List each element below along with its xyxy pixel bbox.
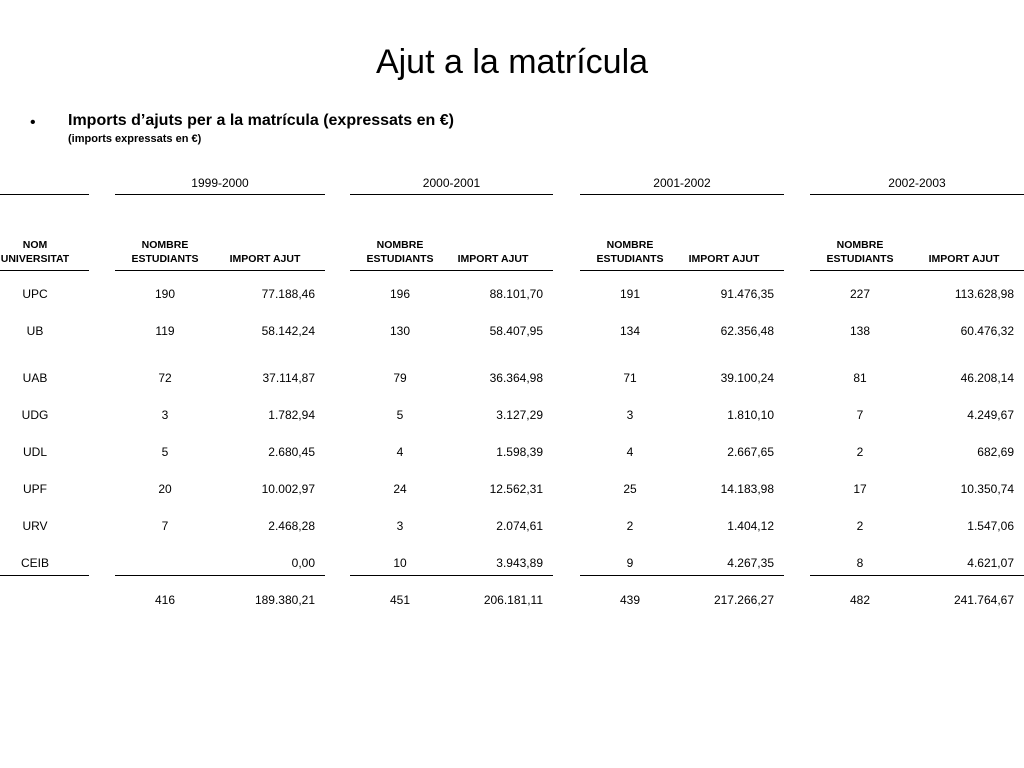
aid-amount: 62.356,48 — [720, 324, 774, 338]
students-count: 71 — [623, 371, 637, 385]
total-amount: 217.266,27 — [713, 593, 774, 607]
aid-amount: 39.100,24 — [720, 371, 774, 385]
university-name: CEIB — [20, 556, 49, 570]
total-amount: 206.181,11 — [483, 593, 543, 607]
header-divider — [810, 194, 1024, 195]
total-amount: 241.764,67 — [953, 593, 1014, 607]
aid-amount: 3.943,89 — [496, 556, 543, 570]
aid-amount: 91.476,35 — [720, 287, 774, 301]
aid-amount: 4.621,07 — [967, 556, 1014, 570]
total-divider — [0, 575, 89, 576]
students-count: 5 — [396, 408, 404, 422]
header-divider — [580, 194, 784, 195]
aid-amount: 12.562,31 — [489, 482, 543, 496]
aid-amount: 113.628,98 — [954, 287, 1014, 301]
aid-amount: 37.114,87 — [262, 371, 315, 385]
year-header: 1999-2000 — [191, 176, 249, 190]
aid-amount: 1.782,94 — [268, 408, 315, 422]
aid-amount: 2.680,45 — [268, 445, 315, 459]
year-header: 2001-2002 — [653, 176, 711, 190]
students-count: 2 — [626, 519, 634, 533]
university-name: URV — [22, 519, 48, 533]
university-name: UPF — [23, 482, 47, 496]
students-count: 3 — [161, 408, 169, 422]
students-count: 9 — [626, 556, 634, 570]
students-count: 17 — [853, 482, 867, 496]
total-students: 439 — [619, 593, 641, 607]
header-divider — [0, 194, 89, 195]
total-divider — [115, 575, 325, 576]
students-count: 196 — [389, 287, 411, 301]
students-count: 10 — [393, 556, 407, 570]
students-count: 4 — [626, 445, 634, 459]
aid-amount: 3.127,29 — [496, 408, 543, 422]
students-count: 24 — [393, 482, 407, 496]
students-count: 2 — [856, 445, 864, 459]
aid-amount: 77.188,46 — [261, 287, 315, 301]
students-count: 8 — [856, 556, 864, 570]
col-header-estudiants: ESTUDIANTS — [826, 253, 894, 265]
total-divider — [810, 575, 1024, 576]
students-count: 72 — [158, 371, 172, 385]
aid-amount: 0,00 — [291, 556, 315, 570]
col-header-nom: NOM — [22, 239, 48, 251]
university-name: UAB — [22, 371, 48, 385]
students-count: 20 — [158, 482, 172, 496]
col-header-import: IMPORT AJUT — [457, 253, 529, 265]
university-name: UPC — [22, 287, 48, 301]
students-count: 7 — [161, 519, 169, 533]
col-header-nombre: NOMBRE — [376, 239, 424, 251]
header-divider — [580, 270, 784, 271]
students-count: 4 — [396, 445, 404, 459]
total-students: 451 — [389, 593, 411, 607]
col-header-estudiants: ESTUDIANTS — [131, 253, 199, 265]
col-header-import: IMPORT AJUT — [928, 253, 1000, 265]
aid-amount: 4.249,67 — [967, 408, 1014, 422]
university-name: UDG — [21, 408, 49, 422]
slide-title: Ajut a la matrícula — [375, 43, 649, 81]
university-name: UB — [26, 324, 44, 338]
col-header-nombre: NOMBRE — [606, 239, 654, 251]
students-count: 79 — [393, 371, 407, 385]
aid-amount: 1.404,12 — [727, 519, 774, 533]
total-students: 482 — [849, 593, 871, 607]
col-header-import: IMPORT AJUT — [229, 253, 301, 265]
header-divider — [115, 270, 325, 271]
aid-amount: 1.810,10 — [727, 408, 774, 422]
aid-amount: 2.468,28 — [268, 519, 315, 533]
students-count: 81 — [853, 371, 867, 385]
students-count: 25 — [623, 482, 637, 496]
bullet-marker: • — [30, 114, 36, 131]
header-divider — [0, 270, 89, 271]
header-divider — [810, 270, 1024, 271]
students-count: 3 — [396, 519, 404, 533]
col-header-estudiants: ESTUDIANTS — [596, 253, 664, 265]
total-students: 416 — [154, 593, 176, 607]
aid-amount: 2.074,61 — [496, 519, 543, 533]
header-divider — [350, 270, 553, 271]
aid-amount: 58.407,95 — [489, 324, 543, 338]
year-header: 2002-2003 — [888, 176, 946, 190]
students-count: 7 — [856, 408, 864, 422]
aid-amount: 14.183,98 — [720, 482, 774, 496]
year-header: 2000-2001 — [422, 176, 481, 190]
students-count: 138 — [849, 324, 871, 338]
aid-amount: 4.267,35 — [727, 556, 774, 570]
students-count: 119 — [155, 324, 175, 338]
students-count: 3 — [626, 408, 634, 422]
col-header-import: IMPORT AJUT — [688, 253, 760, 265]
col-header-universitat: UNIVERSITAT — [0, 253, 70, 265]
aid-amount: 58.142,24 — [261, 324, 315, 338]
aid-amount: 682,69 — [977, 445, 1014, 459]
header-divider — [115, 194, 325, 195]
col-header-estudiants: ESTUDIANTS — [366, 253, 434, 265]
aid-amount: 2.667,65 — [727, 445, 774, 459]
aid-amount: 1.598,39 — [496, 445, 543, 459]
students-count: 134 — [619, 324, 641, 338]
aid-amount: 46.208,14 — [960, 371, 1014, 385]
students-count: 130 — [389, 324, 411, 338]
students-count: 5 — [161, 445, 169, 459]
aid-amount: 88.101,70 — [489, 287, 543, 301]
col-header-nombre: NOMBRE — [141, 239, 189, 251]
aid-amount: 10.350,74 — [960, 482, 1014, 496]
table-subtitle: Imports d’ajuts per a la matrícula (expressats en €) — [68, 112, 454, 129]
aid-amount: 10.002,97 — [261, 482, 315, 496]
students-count: 227 — [849, 287, 871, 301]
col-header-nombre: NOMBRE — [836, 239, 884, 251]
total-divider — [580, 575, 784, 576]
total-divider — [350, 575, 553, 576]
university-name: UDL — [22, 445, 47, 459]
table-subnote: (imports expressats en €) — [68, 133, 202, 145]
students-count: 190 — [154, 287, 176, 301]
students-count: 2 — [856, 519, 864, 533]
aid-amount: 1.547,06 — [967, 519, 1014, 533]
students-count: 191 — [619, 287, 641, 301]
aid-amount: 36.364,98 — [489, 371, 543, 385]
aid-amount: 60.476,32 — [960, 324, 1014, 338]
total-amount: 189.380,21 — [254, 593, 315, 607]
header-divider — [350, 194, 553, 195]
